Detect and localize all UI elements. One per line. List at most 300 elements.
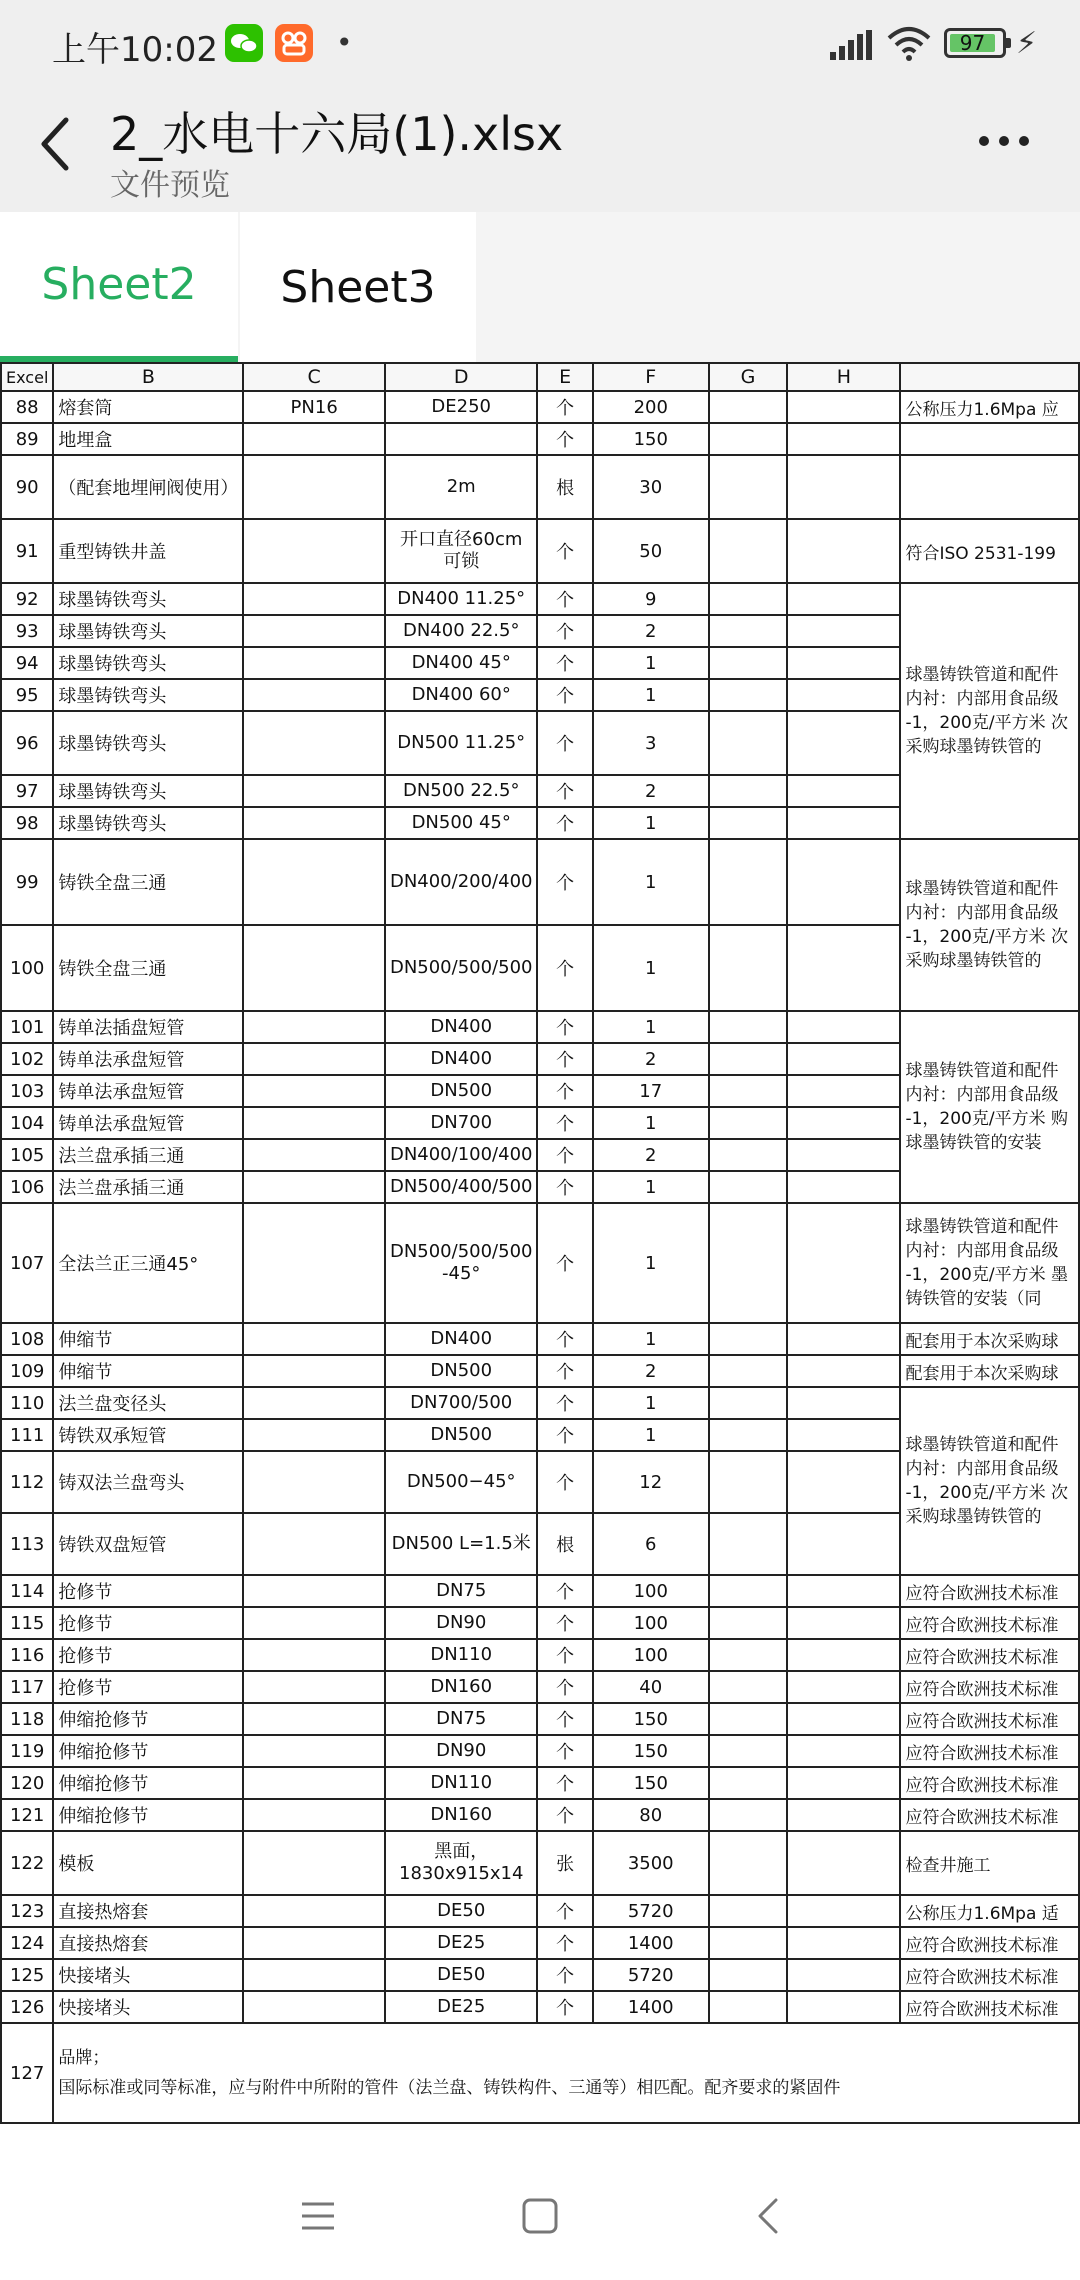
cell-quantity[interactable]: 2 bbox=[593, 615, 709, 647]
cell-quantity[interactable]: 1400 bbox=[593, 1991, 709, 2023]
row-number[interactable]: 114 bbox=[1, 1575, 53, 1607]
cell-empty-h[interactable] bbox=[787, 1607, 900, 1639]
cell-unit[interactable]: 个 bbox=[537, 1203, 592, 1323]
cell-pressure[interactable] bbox=[243, 647, 385, 679]
cell-empty-h[interactable] bbox=[787, 391, 900, 423]
cell-spec[interactable]: DN500 L=1.5米 bbox=[385, 1513, 538, 1575]
cell-empty-g[interactable] bbox=[709, 1107, 788, 1139]
cell-empty-g[interactable] bbox=[709, 1011, 788, 1043]
back-nav-icon[interactable] bbox=[740, 2188, 796, 2244]
cell-item-name[interactable]: 伸缩节 bbox=[53, 1355, 243, 1387]
cell-empty-g[interactable] bbox=[709, 615, 788, 647]
row-number[interactable]: 107 bbox=[1, 1203, 53, 1323]
cell-unit[interactable]: 个 bbox=[537, 775, 592, 807]
row-number[interactable]: 106 bbox=[1, 1171, 53, 1203]
cell-spec[interactable]: DN400/100/400 bbox=[385, 1139, 538, 1171]
cell-spec[interactable]: DE250 bbox=[385, 391, 538, 423]
cell-empty-g[interactable] bbox=[709, 1959, 788, 1991]
cell-spec[interactable]: DN500 45° bbox=[385, 807, 538, 839]
row-number[interactable]: 122 bbox=[1, 1831, 53, 1895]
cell-unit[interactable]: 个 bbox=[537, 1075, 592, 1107]
spreadsheet-view[interactable] bbox=[0, 362, 1080, 2150]
row-number[interactable]: 118 bbox=[1, 1703, 53, 1735]
cell-spec[interactable]: DN400 60° bbox=[385, 679, 538, 711]
column-header[interactable]: B bbox=[53, 363, 243, 391]
cell-empty-h[interactable] bbox=[787, 1043, 900, 1075]
cell-pressure[interactable] bbox=[243, 1639, 385, 1671]
cell-item-name[interactable]: 熔套筒 bbox=[53, 391, 243, 423]
row-number[interactable]: 120 bbox=[1, 1767, 53, 1799]
row-number[interactable]: 95 bbox=[1, 679, 53, 711]
cell-item-name[interactable]: 铸铁全盘三通 bbox=[53, 839, 243, 925]
cell-spec[interactable]: DE25 bbox=[385, 1927, 538, 1959]
cell-unit[interactable]: 个 bbox=[537, 1419, 592, 1451]
cell-spec[interactable]: DN400 bbox=[385, 1323, 538, 1355]
cell-empty-g[interactable] bbox=[709, 647, 788, 679]
cell-pressure[interactable] bbox=[243, 1703, 385, 1735]
cell-unit[interactable]: 个 bbox=[537, 1671, 592, 1703]
cell-spec[interactable]: DN75 bbox=[385, 1703, 538, 1735]
row-number[interactable]: 124 bbox=[1, 1927, 53, 1959]
cell-pressure[interactable] bbox=[243, 839, 385, 925]
cell-pressure[interactable] bbox=[243, 1513, 385, 1575]
cell-empty-h[interactable] bbox=[787, 647, 900, 679]
cell-item-name[interactable]: 伸缩抢修节 bbox=[53, 1703, 243, 1735]
column-header[interactable] bbox=[900, 363, 1079, 391]
cell-remarks[interactable]: 应符合欧洲技术标准 bbox=[900, 1575, 1079, 1607]
cell-remarks[interactable]: 球墨铸铁管道和配件 内衬：内部用食品级 -1，200克/平方米 次采购球墨铸铁管的 bbox=[900, 839, 1079, 1011]
cell-empty-h[interactable] bbox=[787, 775, 900, 807]
cell-unit[interactable]: 个 bbox=[537, 1171, 592, 1203]
cell-pressure[interactable] bbox=[243, 1927, 385, 1959]
cell-spec[interactable]: DN500−45° bbox=[385, 1451, 538, 1513]
cell-quantity[interactable]: 150 bbox=[593, 1735, 709, 1767]
row-number[interactable]: 111 bbox=[1, 1419, 53, 1451]
cell-empty-g[interactable] bbox=[709, 583, 788, 615]
row-number[interactable]: 108 bbox=[1, 1323, 53, 1355]
cell-quantity[interactable]: 150 bbox=[593, 1703, 709, 1735]
cell-spec[interactable]: DN110 bbox=[385, 1639, 538, 1671]
cell-remarks[interactable]: 公称压力1.6Mpa 应 bbox=[900, 391, 1079, 423]
cell-remarks[interactable]: 应符合欧洲技术标准 bbox=[900, 1927, 1079, 1959]
cell-spec[interactable]: DN500 bbox=[385, 1355, 538, 1387]
cell-unit[interactable]: 个 bbox=[537, 1575, 592, 1607]
cell-item-name[interactable]: 模板 bbox=[53, 1831, 243, 1895]
cell-remarks[interactable]: 配套用于本次采购球 bbox=[900, 1323, 1079, 1355]
cell-pressure[interactable] bbox=[243, 1107, 385, 1139]
row-number[interactable]: 117 bbox=[1, 1671, 53, 1703]
cell-item-name[interactable]: 伸缩抢修节 bbox=[53, 1767, 243, 1799]
cell-quantity[interactable]: 12 bbox=[593, 1451, 709, 1513]
row-number[interactable]: 89 bbox=[1, 423, 53, 455]
cell-empty-g[interactable] bbox=[709, 1171, 788, 1203]
cell-item-name[interactable]: 法兰盘变径头 bbox=[53, 1387, 243, 1419]
cell-empty-h[interactable] bbox=[787, 839, 900, 925]
cell-unit[interactable]: 个 bbox=[537, 1959, 592, 1991]
cell-empty-h[interactable] bbox=[787, 1767, 900, 1799]
cell-spec[interactable] bbox=[385, 423, 538, 455]
row-number[interactable]: 104 bbox=[1, 1107, 53, 1139]
cell-unit[interactable]: 个 bbox=[537, 1703, 592, 1735]
cell-quantity[interactable]: 3500 bbox=[593, 1831, 709, 1895]
cell-pressure[interactable]: PN16 bbox=[243, 391, 385, 423]
cell-empty-h[interactable] bbox=[787, 1451, 900, 1513]
cell-quantity[interactable]: 5720 bbox=[593, 1895, 709, 1927]
cell-unit[interactable]: 个 bbox=[537, 583, 592, 615]
cell-quantity[interactable]: 150 bbox=[593, 1767, 709, 1799]
cell-quantity[interactable]: 1 bbox=[593, 839, 709, 925]
cell-item-name[interactable]: 直接热熔套 bbox=[53, 1927, 243, 1959]
cell-item-name[interactable]: 球墨铸铁弯头 bbox=[53, 647, 243, 679]
cell-empty-h[interactable] bbox=[787, 1895, 900, 1927]
cell-unit[interactable]: 个 bbox=[537, 1639, 592, 1671]
cell-empty-h[interactable] bbox=[787, 1323, 900, 1355]
cell-empty-g[interactable] bbox=[709, 807, 788, 839]
cell-item-name[interactable]: 铸铁双盘短管 bbox=[53, 1513, 243, 1575]
cell-quantity[interactable]: 1 bbox=[593, 1419, 709, 1451]
cell-remarks[interactable]: 应符合欧洲技术标准 bbox=[900, 1767, 1079, 1799]
cell-quantity[interactable]: 1 bbox=[593, 1011, 709, 1043]
cell-remarks[interactable]: 应符合欧洲技术标准 bbox=[900, 1639, 1079, 1671]
row-number[interactable]: 116 bbox=[1, 1639, 53, 1671]
cell-remarks[interactable]: 应符合欧洲技术标准 bbox=[900, 1703, 1079, 1735]
cell-spec[interactable]: DN500/500/500 -45° bbox=[385, 1203, 538, 1323]
cell-spec[interactable]: DN160 bbox=[385, 1799, 538, 1831]
cell-remarks[interactable]: 应符合欧洲技术标准 bbox=[900, 1607, 1079, 1639]
back-arrow-icon[interactable] bbox=[36, 114, 80, 174]
cell-spec[interactable]: DN400 22.5° bbox=[385, 615, 538, 647]
cell-unit[interactable]: 个 bbox=[537, 1767, 592, 1799]
cell-spec[interactable]: DN700/500 bbox=[385, 1387, 538, 1419]
cell-item-name[interactable]: 铸单法插盘短管 bbox=[53, 1011, 243, 1043]
cell-empty-g[interactable] bbox=[709, 1671, 788, 1703]
cell-unit[interactable]: 个 bbox=[537, 1735, 592, 1767]
cell-empty-h[interactable] bbox=[787, 1107, 900, 1139]
cell-empty-h[interactable] bbox=[787, 807, 900, 839]
cell-empty-h[interactable] bbox=[787, 1075, 900, 1107]
cell-empty-g[interactable] bbox=[709, 1607, 788, 1639]
cell-spec[interactable]: 2m bbox=[385, 455, 538, 519]
cell-unit[interactable]: 个 bbox=[537, 1107, 592, 1139]
cell-pressure[interactable] bbox=[243, 1203, 385, 1323]
cell-pressure[interactable] bbox=[243, 1895, 385, 1927]
row-number[interactable]: 96 bbox=[1, 711, 53, 775]
cell-empty-g[interactable] bbox=[709, 679, 788, 711]
row-number[interactable]: 91 bbox=[1, 519, 53, 583]
cell-empty-h[interactable] bbox=[787, 1513, 900, 1575]
cell-item-name[interactable]: 球墨铸铁弯头 bbox=[53, 615, 243, 647]
cell-pressure[interactable] bbox=[243, 1575, 385, 1607]
cell-empty-g[interactable] bbox=[709, 1323, 788, 1355]
cell-empty-g[interactable] bbox=[709, 711, 788, 775]
cell-spec[interactable]: DE50 bbox=[385, 1895, 538, 1927]
cell-pressure[interactable] bbox=[243, 519, 385, 583]
cell-empty-h[interactable] bbox=[787, 455, 900, 519]
cell-item-name[interactable]: 抢修节 bbox=[53, 1671, 243, 1703]
cell-spec[interactable]: 黑面，1830x915x14 bbox=[385, 1831, 538, 1895]
cell-unit[interactable]: 个 bbox=[537, 1607, 592, 1639]
row-number[interactable]: 121 bbox=[1, 1799, 53, 1831]
cell-spec[interactable]: DN500/400/500 bbox=[385, 1171, 538, 1203]
cell-quantity[interactable]: 150 bbox=[593, 423, 709, 455]
cell-unit[interactable]: 个 bbox=[537, 615, 592, 647]
row-number[interactable]: 127 bbox=[1, 2023, 53, 2123]
cell-item-name[interactable]: 球墨铸铁弯头 bbox=[53, 807, 243, 839]
cell-unit[interactable]: 个 bbox=[537, 1139, 592, 1171]
cell-unit[interactable]: 张 bbox=[537, 1831, 592, 1895]
cell-unit[interactable]: 个 bbox=[537, 1323, 592, 1355]
cell-empty-h[interactable] bbox=[787, 423, 900, 455]
cell-spec[interactable]: DN400/200/400 bbox=[385, 839, 538, 925]
cell-remarks[interactable]: 公称压力1.6Mpa 适 bbox=[900, 1895, 1079, 1927]
row-number[interactable]: 115 bbox=[1, 1607, 53, 1639]
cell-pressure[interactable] bbox=[243, 807, 385, 839]
row-number[interactable]: 102 bbox=[1, 1043, 53, 1075]
cell-quantity[interactable]: 2 bbox=[593, 775, 709, 807]
cell-empty-g[interactable] bbox=[709, 775, 788, 807]
home-icon[interactable] bbox=[512, 2188, 568, 2244]
cell-pressure[interactable] bbox=[243, 1043, 385, 1075]
cell-unit[interactable]: 个 bbox=[537, 839, 592, 925]
row-number[interactable]: 97 bbox=[1, 775, 53, 807]
cell-item-name[interactable]: 球墨铸铁弯头 bbox=[53, 775, 243, 807]
cell-empty-h[interactable] bbox=[787, 925, 900, 1011]
row-number[interactable]: 88 bbox=[1, 391, 53, 423]
cell-empty-h[interactable] bbox=[787, 615, 900, 647]
cell-remarks[interactable] bbox=[900, 423, 1079, 455]
menu-icon[interactable] bbox=[290, 2188, 346, 2244]
cell-empty-h[interactable] bbox=[787, 1575, 900, 1607]
cell-notes[interactable] bbox=[53, 2023, 1079, 2123]
cell-item-name[interactable]: 抢修节 bbox=[53, 1575, 243, 1607]
cell-item-name[interactable]: 伸缩抢修节 bbox=[53, 1799, 243, 1831]
cell-spec[interactable]: DN90 bbox=[385, 1607, 538, 1639]
column-header[interactable]: F bbox=[593, 363, 709, 391]
cell-empty-h[interactable] bbox=[787, 519, 900, 583]
cell-pressure[interactable] bbox=[243, 1171, 385, 1203]
cell-empty-g[interactable] bbox=[709, 1703, 788, 1735]
cell-empty-g[interactable] bbox=[709, 455, 788, 519]
cell-empty-h[interactable] bbox=[787, 1831, 900, 1895]
row-number[interactable]: 126 bbox=[1, 1991, 53, 2023]
cell-pressure[interactable] bbox=[243, 1387, 385, 1419]
cell-item-name[interactable]: 铸双法兰盘弯头 bbox=[53, 1451, 243, 1513]
row-number[interactable]: 90 bbox=[1, 455, 53, 519]
cell-empty-h[interactable] bbox=[787, 1703, 900, 1735]
cell-spec[interactable]: DN500/500/500 bbox=[385, 925, 538, 1011]
cell-quantity[interactable]: 1 bbox=[593, 1171, 709, 1203]
cell-pressure[interactable] bbox=[243, 1355, 385, 1387]
cell-empty-g[interactable] bbox=[709, 1387, 788, 1419]
cell-quantity[interactable]: 6 bbox=[593, 1513, 709, 1575]
row-number[interactable]: 100 bbox=[1, 925, 53, 1011]
cell-remarks[interactable]: 检查井施工 bbox=[900, 1831, 1079, 1895]
cell-item-name[interactable]: 快接堵头 bbox=[53, 1991, 243, 2023]
cell-quantity[interactable]: 17 bbox=[593, 1075, 709, 1107]
cell-quantity[interactable]: 1 bbox=[593, 1107, 709, 1139]
cell-quantity[interactable]: 50 bbox=[593, 519, 709, 583]
cell-item-name[interactable]: 重型铸铁井盖 bbox=[53, 519, 243, 583]
cell-unit[interactable]: 个 bbox=[537, 1451, 592, 1513]
cell-quantity[interactable]: 2 bbox=[593, 1043, 709, 1075]
cell-pressure[interactable] bbox=[243, 679, 385, 711]
cell-empty-g[interactable] bbox=[709, 1991, 788, 2023]
cell-unit[interactable]: 个 bbox=[537, 391, 592, 423]
row-number[interactable]: 93 bbox=[1, 615, 53, 647]
cell-pressure[interactable] bbox=[243, 1139, 385, 1171]
cell-empty-g[interactable] bbox=[709, 1355, 788, 1387]
cell-pressure[interactable] bbox=[243, 1735, 385, 1767]
cell-pressure[interactable] bbox=[243, 615, 385, 647]
cell-quantity[interactable]: 30 bbox=[593, 455, 709, 519]
cell-item-name[interactable]: 直接热熔套 bbox=[53, 1895, 243, 1927]
cell-empty-h[interactable] bbox=[787, 711, 900, 775]
cell-unit[interactable]: 个 bbox=[537, 1355, 592, 1387]
cell-remarks[interactable]: 应符合欧洲技术标准 bbox=[900, 1799, 1079, 1831]
cell-empty-g[interactable] bbox=[709, 1799, 788, 1831]
cell-empty-h[interactable] bbox=[787, 1387, 900, 1419]
cell-unit[interactable]: 个 bbox=[537, 1991, 592, 2023]
cell-empty-h[interactable] bbox=[787, 1927, 900, 1959]
cell-quantity[interactable]: 2 bbox=[593, 1355, 709, 1387]
cell-spec[interactable]: DN500 bbox=[385, 1419, 538, 1451]
cell-empty-h[interactable] bbox=[787, 1203, 900, 1323]
cell-unit[interactable]: 个 bbox=[537, 1799, 592, 1831]
tab-sheet3[interactable]: Sheet3 bbox=[240, 212, 476, 362]
cell-empty-h[interactable] bbox=[787, 1639, 900, 1671]
cell-empty-g[interactable] bbox=[709, 1575, 788, 1607]
cell-empty-h[interactable] bbox=[787, 1735, 900, 1767]
cell-remarks[interactable]: 球墨铸铁管道和配件 内衬：内部用食品级 -1，200克/平方米 购球墨铸铁管的安装 bbox=[900, 1011, 1079, 1203]
cell-empty-g[interactable] bbox=[709, 1139, 788, 1171]
cell-quantity[interactable]: 1 bbox=[593, 1387, 709, 1419]
row-number[interactable]: 125 bbox=[1, 1959, 53, 1991]
cell-quantity[interactable]: 80 bbox=[593, 1799, 709, 1831]
cell-item-name[interactable]: 法兰盘承插三通 bbox=[53, 1139, 243, 1171]
cell-pressure[interactable] bbox=[243, 1323, 385, 1355]
cell-empty-h[interactable] bbox=[787, 1355, 900, 1387]
row-number[interactable]: 105 bbox=[1, 1139, 53, 1171]
cell-unit[interactable]: 个 bbox=[537, 1387, 592, 1419]
cell-spec[interactable]: DN500 11.25° bbox=[385, 711, 538, 775]
cell-pressure[interactable] bbox=[243, 1451, 385, 1513]
cell-unit[interactable]: 个 bbox=[537, 1011, 592, 1043]
cell-quantity[interactable]: 1 bbox=[593, 925, 709, 1011]
cell-remarks[interactable] bbox=[900, 455, 1079, 519]
cell-empty-h[interactable] bbox=[787, 1139, 900, 1171]
cell-empty-h[interactable] bbox=[787, 583, 900, 615]
cell-spec[interactable]: DN700 bbox=[385, 1107, 538, 1139]
cell-item-name[interactable]: 球墨铸铁弯头 bbox=[53, 679, 243, 711]
cell-item-name[interactable]: 伸缩节 bbox=[53, 1323, 243, 1355]
cell-empty-g[interactable] bbox=[709, 1419, 788, 1451]
cell-pressure[interactable] bbox=[243, 1831, 385, 1895]
cell-empty-g[interactable] bbox=[709, 1043, 788, 1075]
cell-empty-g[interactable] bbox=[709, 1513, 788, 1575]
cell-empty-g[interactable] bbox=[709, 1075, 788, 1107]
cell-spec[interactable]: DN400 bbox=[385, 1043, 538, 1075]
cell-unit[interactable]: 个 bbox=[537, 1895, 592, 1927]
cell-pressure[interactable] bbox=[243, 1959, 385, 1991]
cell-remarks[interactable]: 球墨铸铁管道和配件 内衬：内部用食品级 -1，200克/平方米 次采购球墨铸铁管的 bbox=[900, 1387, 1079, 1575]
cell-empty-h[interactable] bbox=[787, 1991, 900, 2023]
cell-pressure[interactable] bbox=[243, 1671, 385, 1703]
cell-quantity[interactable]: 200 bbox=[593, 391, 709, 423]
row-number[interactable]: 113 bbox=[1, 1513, 53, 1575]
cell-remarks[interactable]: 符合ISO 2531-199 bbox=[900, 519, 1079, 583]
cell-unit[interactable]: 个 bbox=[537, 679, 592, 711]
more-options-icon[interactable] bbox=[976, 126, 1032, 156]
cell-quantity[interactable]: 5720 bbox=[593, 1959, 709, 1991]
cell-empty-g[interactable] bbox=[709, 391, 788, 423]
cell-pressure[interactable] bbox=[243, 1075, 385, 1107]
cell-empty-h[interactable] bbox=[787, 1671, 900, 1703]
cell-empty-h[interactable] bbox=[787, 1799, 900, 1831]
cell-quantity[interactable]: 40 bbox=[593, 1671, 709, 1703]
cell-pressure[interactable] bbox=[243, 455, 385, 519]
cell-quantity[interactable]: 1 bbox=[593, 647, 709, 679]
cell-spec[interactable]: DN400 45° bbox=[385, 647, 538, 679]
row-number[interactable]: 94 bbox=[1, 647, 53, 679]
cell-quantity[interactable]: 1400 bbox=[593, 1927, 709, 1959]
cell-empty-g[interactable] bbox=[709, 1927, 788, 1959]
cell-pressure[interactable] bbox=[243, 711, 385, 775]
cell-remarks[interactable]: 应符合欧洲技术标准 bbox=[900, 1959, 1079, 1991]
cell-pressure[interactable] bbox=[243, 1419, 385, 1451]
tab-sheet2[interactable]: Sheet2 bbox=[0, 212, 238, 362]
cell-empty-g[interactable] bbox=[709, 519, 788, 583]
cell-quantity[interactable]: 9 bbox=[593, 583, 709, 615]
cell-empty-h[interactable] bbox=[787, 1171, 900, 1203]
cell-pressure[interactable] bbox=[243, 1011, 385, 1043]
cell-empty-g[interactable] bbox=[709, 925, 788, 1011]
row-number[interactable]: 112 bbox=[1, 1451, 53, 1513]
cell-empty-g[interactable] bbox=[709, 1203, 788, 1323]
cell-pressure[interactable] bbox=[243, 583, 385, 615]
cell-quantity[interactable]: 100 bbox=[593, 1607, 709, 1639]
cell-item-name[interactable]: 快接堵头 bbox=[53, 1959, 243, 1991]
cell-remarks[interactable]: 应符合欧洲技术标准 bbox=[900, 1991, 1079, 2023]
cell-quantity[interactable]: 1 bbox=[593, 807, 709, 839]
cell-item-name[interactable]: 法兰盘承插三通 bbox=[53, 1171, 243, 1203]
cell-pressure[interactable] bbox=[243, 1799, 385, 1831]
cell-unit[interactable]: 根 bbox=[537, 455, 592, 519]
cell-spec[interactable]: DE25 bbox=[385, 1991, 538, 2023]
column-header[interactable]: Excel bbox=[1, 363, 53, 391]
cell-empty-g[interactable] bbox=[709, 1767, 788, 1799]
cell-remarks[interactable]: 配套用于本次采购球 bbox=[900, 1355, 1079, 1387]
cell-item-name[interactable]: 抢修节 bbox=[53, 1639, 243, 1671]
cell-quantity[interactable]: 100 bbox=[593, 1639, 709, 1671]
cell-pressure[interactable] bbox=[243, 1767, 385, 1799]
cell-unit[interactable]: 根 bbox=[537, 1513, 592, 1575]
cell-empty-g[interactable] bbox=[709, 839, 788, 925]
cell-unit[interactable]: 个 bbox=[537, 807, 592, 839]
cell-empty-h[interactable] bbox=[787, 1011, 900, 1043]
row-number[interactable]: 119 bbox=[1, 1735, 53, 1767]
cell-empty-g[interactable] bbox=[709, 1639, 788, 1671]
column-header[interactable]: G bbox=[709, 363, 788, 391]
cell-unit[interactable]: 个 bbox=[537, 925, 592, 1011]
row-number[interactable]: 123 bbox=[1, 1895, 53, 1927]
cell-remarks[interactable]: 球墨铸铁管道和配件 内衬：内部用食品级 -1，200克/平方米 次采购球墨铸铁管的 bbox=[900, 583, 1079, 839]
row-number[interactable]: 110 bbox=[1, 1387, 53, 1419]
cell-quantity[interactable]: 100 bbox=[593, 1575, 709, 1607]
cell-spec[interactable]: DN400 bbox=[385, 1011, 538, 1043]
cell-empty-g[interactable] bbox=[709, 423, 788, 455]
column-header[interactable]: H bbox=[787, 363, 900, 391]
row-number[interactable]: 109 bbox=[1, 1355, 53, 1387]
